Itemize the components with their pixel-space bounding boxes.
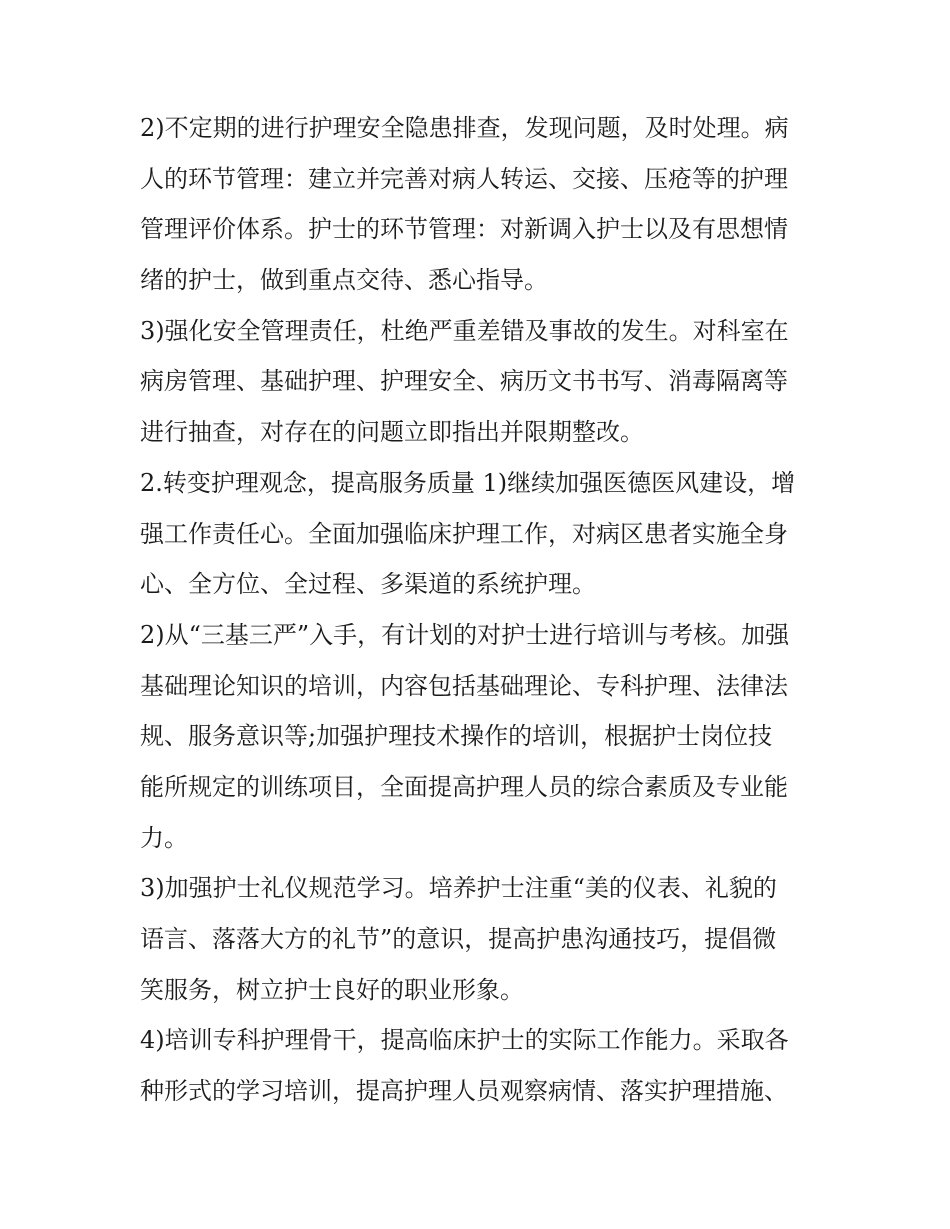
text-line: 管理评价体系。护士的环节管理：对新调入护士以及有思想情 (140, 215, 788, 244)
text-line: 2)不定期的进行护理安全隐患排查，发现问题，及时处理。病 (140, 114, 789, 142)
text-line: 4)培训专科护理骨干，提高临床护士的实际工作能力。采取各 (140, 1026, 789, 1055)
text-line: 能所规定的训练项目，全面提高护理人员的综合素质及专业能 (140, 772, 788, 801)
text-line: 强工作责任心。全面加强临床护理工作，对病区患者实施全身 (140, 519, 788, 548)
text-line: 语言、落落大方的礼节”的意识，提高护患沟通技巧，提倡微 (140, 925, 777, 953)
text-line: 笑服务，树立护士良好的职业形象。 (140, 975, 524, 1004)
text-line: 进行抽查，对存在的问题立即指出并限期整改。 (140, 418, 644, 447)
text-line: 3)加强护士礼仪规范学习。培养护士注重“美的仪表、礼貌的 (140, 874, 777, 903)
text-line: 基础理论知识的培训，内容包括基础理论、专科护理、法律法 (140, 671, 788, 700)
text-line: 3)强化安全管理责任，杜绝严重差错及事故的发生。对科室在 (140, 316, 789, 345)
text-line: 心、全方位、全过程、多渠道的系统护理。 (140, 570, 596, 599)
text-line: 种形式的学习培训，提高护理人员观察病情、落实护理措施、 (140, 1077, 788, 1106)
text-line: 病房管理、基础护理、护理安全、病历文书书写、消毒隔离等 (140, 367, 788, 396)
text-line: 规、服务意识等;加强护理技术操作的培训，根据护士岗位技 (140, 722, 773, 751)
text-line: 绪的护士，做到重点交待、悉心指导。 (140, 266, 548, 295)
document-body (140, 103, 820, 1117)
text-line: 2.转变护理观念，提高服务质量 1)继续加强医德医风建设，增 (140, 468, 796, 497)
text-line: 人的环节管理：建立并完善对病人转运、交接、压疮等的护理 (140, 164, 788, 193)
text-line: 2)从“三基三严”入手，有计划的对护士进行培训与考核。加强 (140, 620, 790, 649)
text-line: 力。 (140, 823, 188, 852)
